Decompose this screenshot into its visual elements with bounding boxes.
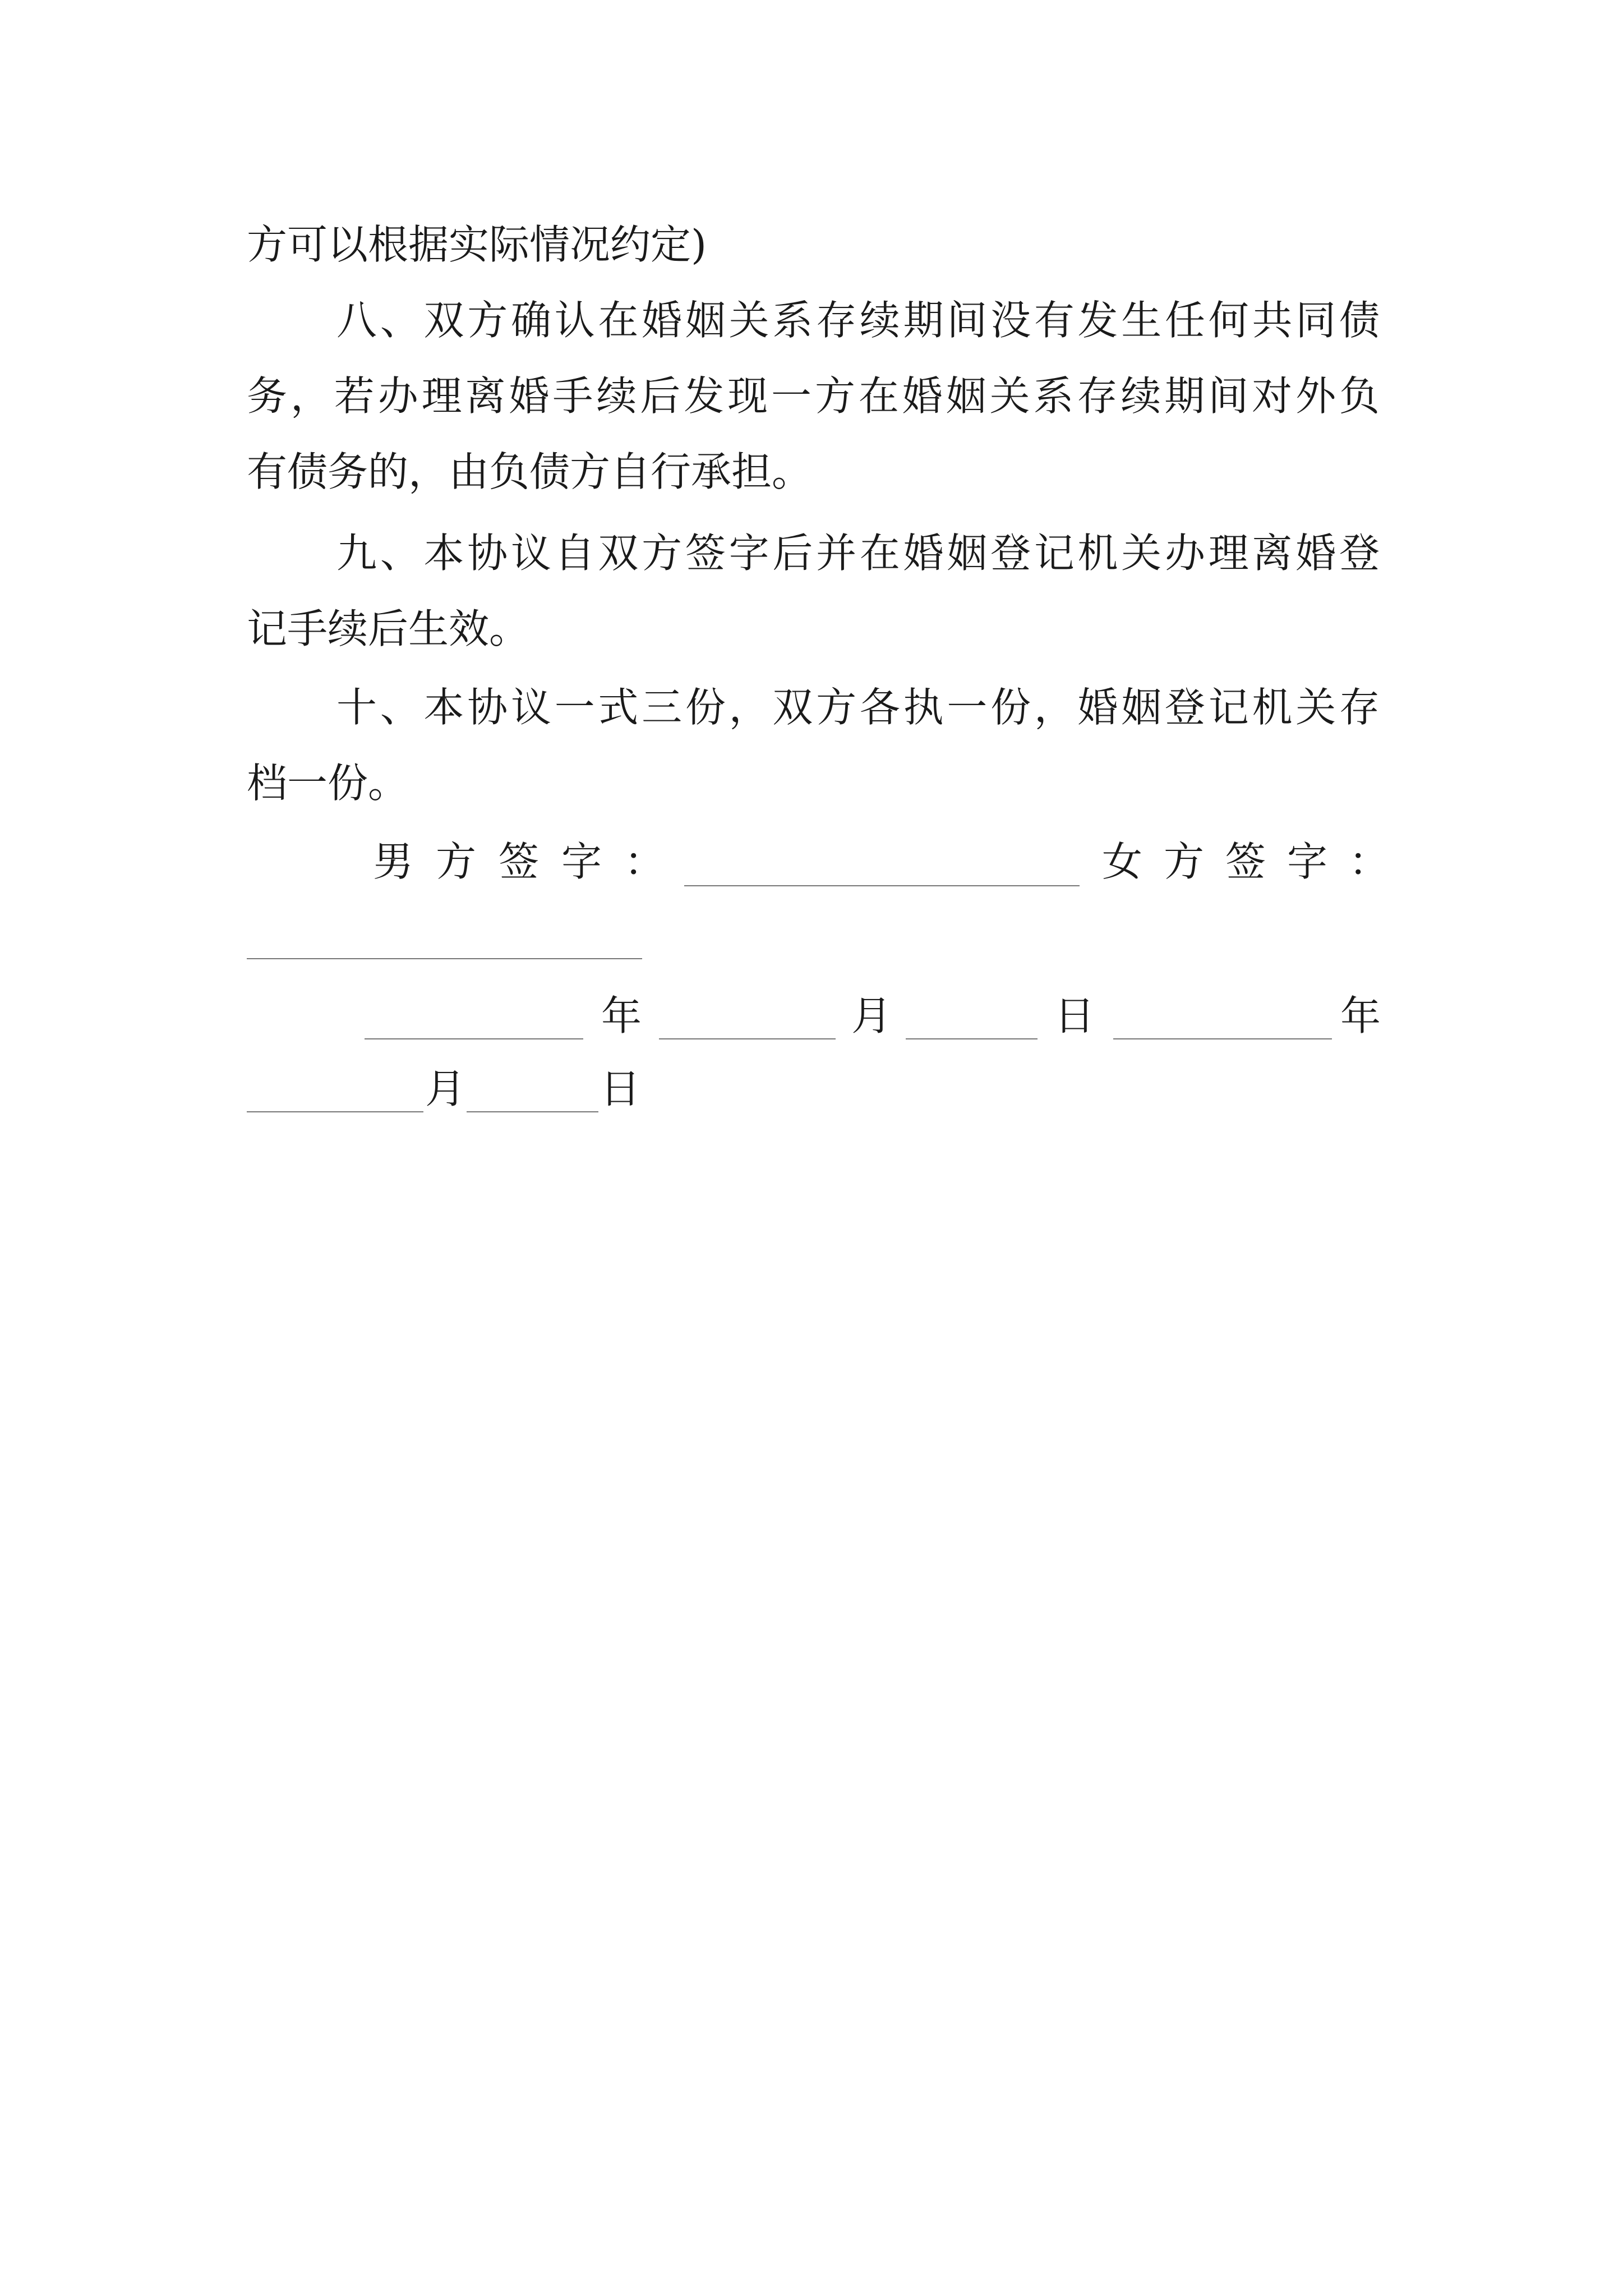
female-day-label: 日 [600,1065,641,1112]
female-month-label: 月 [425,1065,466,1112]
male-day-blank[interactable] [906,1038,1038,1039]
clause-8-line-3: 有债务的，由负债方自行承担。 [247,448,813,495]
male-year-blank[interactable] [365,1038,583,1039]
male-year-label: 年 [601,992,642,1039]
clause-8-line-1: 八、双方确认在婚姻关系存续期间没有发生任何共同债 [336,297,1380,344]
male-signature-blank[interactable] [684,885,1080,886]
female-signature-blank[interactable] [247,958,642,959]
signature-row [247,838,1411,892]
clause-10-line-2: 档一份。 [247,760,409,807]
female-signature-label: 女方签字： [1102,838,1411,885]
continuation-line: 方可以根据实际情况约定) [247,221,707,268]
date-row-1 [247,992,1381,1046]
male-signature-label: 男方签字： [373,838,688,885]
clause-8-line-2: 务，若办理离婚手续后发现一方在婚姻关系存续期间对外负 [247,372,1380,420]
female-year-blank[interactable] [1113,1038,1332,1039]
clause-9-line-2: 记手续后生效。 [247,605,530,652]
clause-10-line-1: 十、本协议一式三份，双方各执一份，婚姻登记机关存 [336,684,1380,731]
female-year-label: 年 [1340,992,1381,1039]
male-month-label: 月 [851,992,892,1039]
female-day-blank[interactable] [467,1111,598,1112]
female-month-blank[interactable] [247,1111,423,1112]
male-month-blank[interactable] [659,1038,836,1039]
male-day-label: 日 [1054,992,1095,1039]
clause-9-line-1: 九、本协议自双方签字后并在婚姻登记机关办理离婚登 [336,530,1380,577]
date-row-2 [247,1065,1380,1119]
